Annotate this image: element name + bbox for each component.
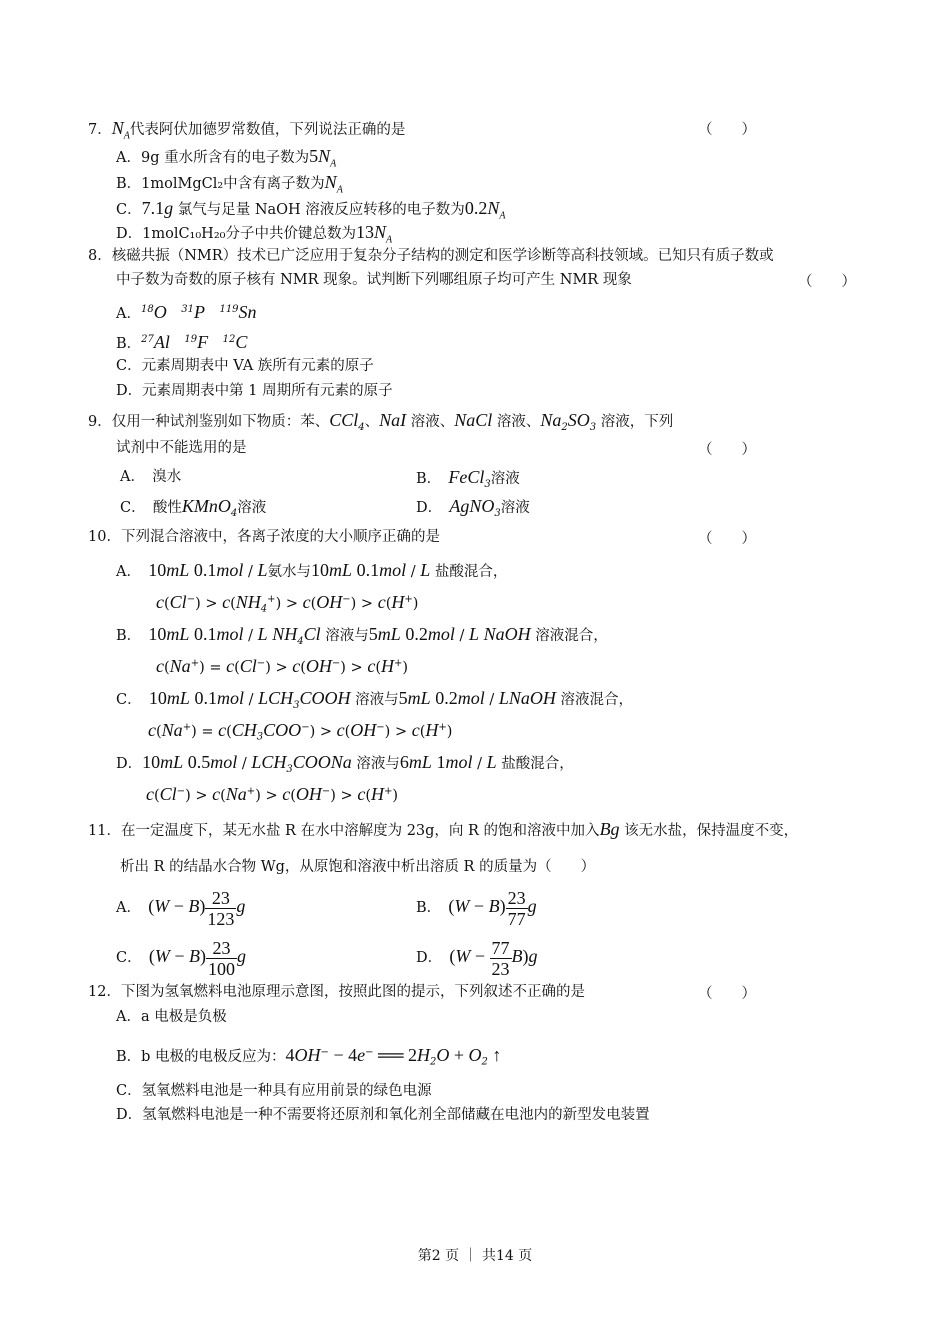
q9-option-a[interactable]: A． 溴水 bbox=[120, 469, 182, 485]
q11-option-d[interactable]: D． (W − $\frac{77}{23}$ B)g bbox=[416, 937, 538, 979]
q10-option-a[interactable]: A． 10mL 0.1mol / L氨水与10mL 0.1mol / L 盐酸混合， bbox=[116, 560, 508, 580]
q8-option-a[interactable]: A．$^{18}$O $^{31}$P $^{119}$Sn bbox=[116, 301, 257, 322]
q9-stem-line1: 9．仅用一种试剂鉴别如下物质：苯、CCl$_4$、NaI 溶液、NaCl 溶液、$Na_2SO_3$ 溶液，下列 bbox=[88, 410, 674, 433]
q7-stem: 7．$N_A$代表阿伏加德罗常数值，下列说法正确的是 bbox=[88, 118, 406, 142]
q8-answer-paren: （ ） bbox=[798, 274, 856, 290]
q11-option-c[interactable]: C． (W − B) $\frac{23}{100}$ g bbox=[116, 937, 247, 979]
q10-option-d-inequality: c(Cl−) > c(Na+) > c(OH−) > c(H+) bbox=[146, 783, 399, 804]
page-footer: 第2 页 ｜ 共14 页 bbox=[417, 1248, 533, 1264]
q12-option-d[interactable]: D．氢氧燃料电池是一种不需要将还原剂和氧化剂全部储藏在电池内的新型发电装置 bbox=[116, 1107, 650, 1123]
q12-stem: 12．下图为氢氧燃料电池原理示意图，按照此图的提示，下列叙述不正确的是 bbox=[88, 984, 585, 1000]
q7-answer-paren: （ ） bbox=[698, 122, 756, 138]
q10-option-c-relation: $c(Na^+) = c(CH_3COO^-) > c(OH^-) > c(H^+)$ bbox=[148, 719, 453, 743]
q10-option-d[interactable]: D．10mL $0.5mol / LCH_3COONa$ 溶液与6mL 1mol / L 盐酸混合， bbox=[116, 752, 574, 775]
q8-option-c[interactable]: C．元素周期表中 VA 族所有元素的原子 bbox=[116, 358, 374, 374]
q8-stem-line2: 中子数为奇数的原子核有 NMR 现象。试判断下列哪组原子均可产生 NMR 现象 bbox=[116, 272, 632, 288]
q8-option-d[interactable]: D．元素周期表中第 1 周期所有元素的原子 bbox=[116, 383, 393, 399]
q11-stem-line1: 11．在一定温度下，某无水盐 R 在水中溶解度为 23g，向 R 的饱和溶液中加入Bg 该无水盐，保持温度不变， bbox=[88, 819, 799, 839]
q7-option-a[interactable]: A．9g 重水所含有的电子数为$5N_A$ bbox=[116, 146, 337, 170]
q8-option-b[interactable]: B．$^{27}$Al $^{19}$F $^{12}$C bbox=[116, 331, 248, 352]
q9-answer-paren: （ ） bbox=[698, 442, 756, 458]
q12-option-a[interactable]: A．a 电极是负极 bbox=[116, 1009, 227, 1025]
q7-option-d[interactable]: D．1molC₁₀H₂₀分子中共价键总数为$13N_A$ bbox=[116, 222, 393, 246]
q10-option-b-relation: c(Na+) = c(Cl−) > c(OH−) > c(H+) bbox=[156, 655, 409, 676]
q10-option-a-inequality: $c(Cl^-) > c(NH_4^+) > c(OH^-) > c(H^+)$ bbox=[156, 591, 419, 615]
q10-stem: 10．下列混合溶液中，各离子浓度的大小顺序正确的是 bbox=[88, 529, 440, 545]
q9-stem-line2: 试剂中不能选用的是 bbox=[116, 440, 247, 456]
q12-option-b[interactable]: B．b 电极的电极反应为：4OH− − 4e− ══ $2H_2O + O_2$ ↑ bbox=[116, 1044, 502, 1068]
q7-option-c[interactable]: C．7.1g 氯气与足量 NaOH 溶液反应转移的电子数为$0.2N_A$ bbox=[116, 198, 506, 222]
q10-answer-paren: （ ） bbox=[698, 531, 756, 547]
q12-answer-paren: （ ） bbox=[698, 986, 756, 1002]
q11-stem-line2: 析出 R 的结晶水合物 Wg，从原饱和溶液中析出溶质 R 的质量为（ ） bbox=[120, 859, 596, 875]
q11-option-b[interactable]: B． (W − B) $\frac{23}{77}$ g bbox=[416, 887, 537, 929]
q9-option-d[interactable]: D． AgNO$_3$溶液 bbox=[416, 496, 530, 519]
q12-option-c[interactable]: C．氢氧燃料电池是一种具有应用前景的绿色电源 bbox=[116, 1083, 432, 1099]
q11-option-a[interactable]: A． (W − B) $\frac{23}{123}$ g bbox=[116, 887, 246, 929]
q10-option-b[interactable]: B． 10mL 0.1mol / L $NH_4Cl$ 溶液与5mL 0.2mol / L NaOH 溶液混合， bbox=[116, 624, 608, 647]
q7-option-b[interactable]: B．1molMgCl₂中含有离子数为$N_A$ bbox=[116, 172, 343, 196]
q10-option-c[interactable]: C． 10mL $0.1mol / LCH_3COOH$ 溶液与5mL 0.2mol / LNaOH 溶液混合， bbox=[116, 688, 633, 711]
q9-option-b[interactable]: B． FeCl$_3$溶液 bbox=[416, 467, 520, 490]
q9-option-c[interactable]: C． 酸性KMnO$_4$溶液 bbox=[120, 496, 267, 519]
q8-stem-line1: 8．核磁共振（NMR）技术已广泛应用于复杂分子结构的测定和医学诊断等高科技领域。已知只有质子数或 bbox=[88, 248, 774, 264]
